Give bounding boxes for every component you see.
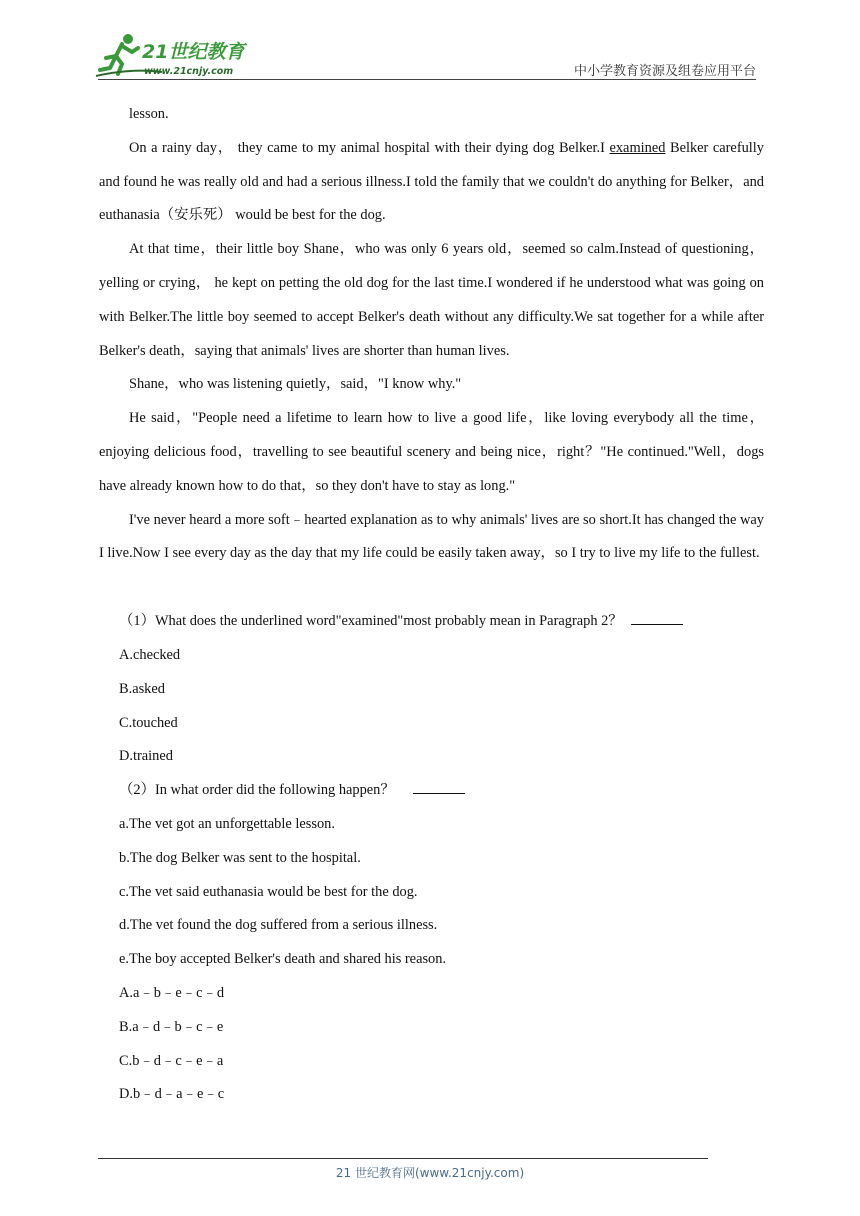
question-stem bbox=[119, 774, 764, 808]
header-divider bbox=[98, 79, 756, 80]
passage-paragraph: He said，"People need a lifetime to learn how to live a good life，like loving everybody all the time，enjoying delicious food，travelling to see beautiful scenery and being nice，right？"He continued."Well，dogs have already known how to do that，so they don't have to stay as long." bbox=[99, 410, 764, 494]
document-body bbox=[99, 98, 764, 1112]
option-d: D.trained bbox=[119, 748, 173, 765]
question-1 bbox=[99, 605, 764, 774]
site-logo bbox=[92, 32, 262, 80]
passage-paragraph: Shane，who was listening quietly，said，"I know why." bbox=[129, 376, 462, 393]
event-a: a.The vet got an unforgettable lesson. bbox=[119, 815, 335, 832]
platform-title: 中小学教育资源及组卷应用平台 bbox=[573, 64, 756, 79]
underlined-word: examined bbox=[609, 139, 666, 156]
question-stem-text: （2）In what order did the following happen？ bbox=[119, 782, 395, 799]
question-stem bbox=[119, 605, 764, 639]
option-c: C.touched bbox=[119, 714, 178, 731]
page-footer: 21 世纪教育网(www.21cnjy.com) bbox=[335, 1166, 525, 1180]
passage-paragraph: I've never heard a more soft﹣hearted explanation as to why animals' lives are so short.It has changed the way I live.Now I see every day as the day that my life could be easily taken away，so I try to live my life to the fullest. bbox=[99, 511, 764, 562]
answer-blank[interactable] bbox=[413, 781, 465, 794]
footer-divider bbox=[98, 1158, 708, 1159]
option-c: C.b﹣d﹣c﹣e﹣a bbox=[119, 1052, 224, 1069]
question-stem-text: （1）What does the underlined word"examined"most probably mean in Paragraph 2？ bbox=[119, 613, 623, 630]
event-b: b.The dog Belker was sent to the hospital. bbox=[119, 849, 361, 866]
answer-blank[interactable] bbox=[631, 612, 683, 625]
logo-text: 21世纪教育 bbox=[142, 41, 245, 63]
event-c: c.The vet said euthanasia would be best for the dog. bbox=[119, 883, 418, 900]
event-e: e.The boy accepted Belker's death and shared his reason. bbox=[119, 951, 447, 968]
paragraph-text: Belker carefully and found he was really old and had a serious illness.I told the family that we couldn't do anything for Belker，and euthanasia（安乐死） would be best for the dog. bbox=[99, 139, 764, 224]
page-header bbox=[0, 0, 860, 90]
option-a: A.checked bbox=[119, 646, 181, 663]
logo-url: www.21cnjy.com bbox=[144, 66, 234, 77]
event-d: d.The vet found the dog suffered from a serious illness. bbox=[119, 917, 438, 934]
option-d: D.b﹣d﹣a﹣e﹣c bbox=[119, 1086, 225, 1103]
spacer bbox=[99, 571, 764, 605]
option-b: B.asked bbox=[119, 680, 165, 697]
passage-paragraph bbox=[99, 132, 764, 233]
passage-paragraph: At that time，their little boy Shane，who was only 6 years old，seemed so calm.Instead of questioning，yelling or crying， he kept on petting the old dog for the last time.I wondered if he understood what was going on with Belker.The little boy seemed to accept Belker's death without any difficulty.We sat together for a while after Belker's death，saying that animals' lives are shorter than human lives. bbox=[99, 241, 764, 359]
paragraph-text: On a rainy day， they came to my animal hospital with their dying dog Belker.I bbox=[129, 139, 610, 156]
question-2 bbox=[99, 774, 764, 1112]
option-b: B.a﹣d﹣b﹣c﹣e bbox=[119, 1018, 224, 1035]
option-a: A.a﹣b﹣e﹣c﹣d bbox=[119, 984, 225, 1001]
passage-paragraph: lesson. bbox=[129, 106, 169, 122]
